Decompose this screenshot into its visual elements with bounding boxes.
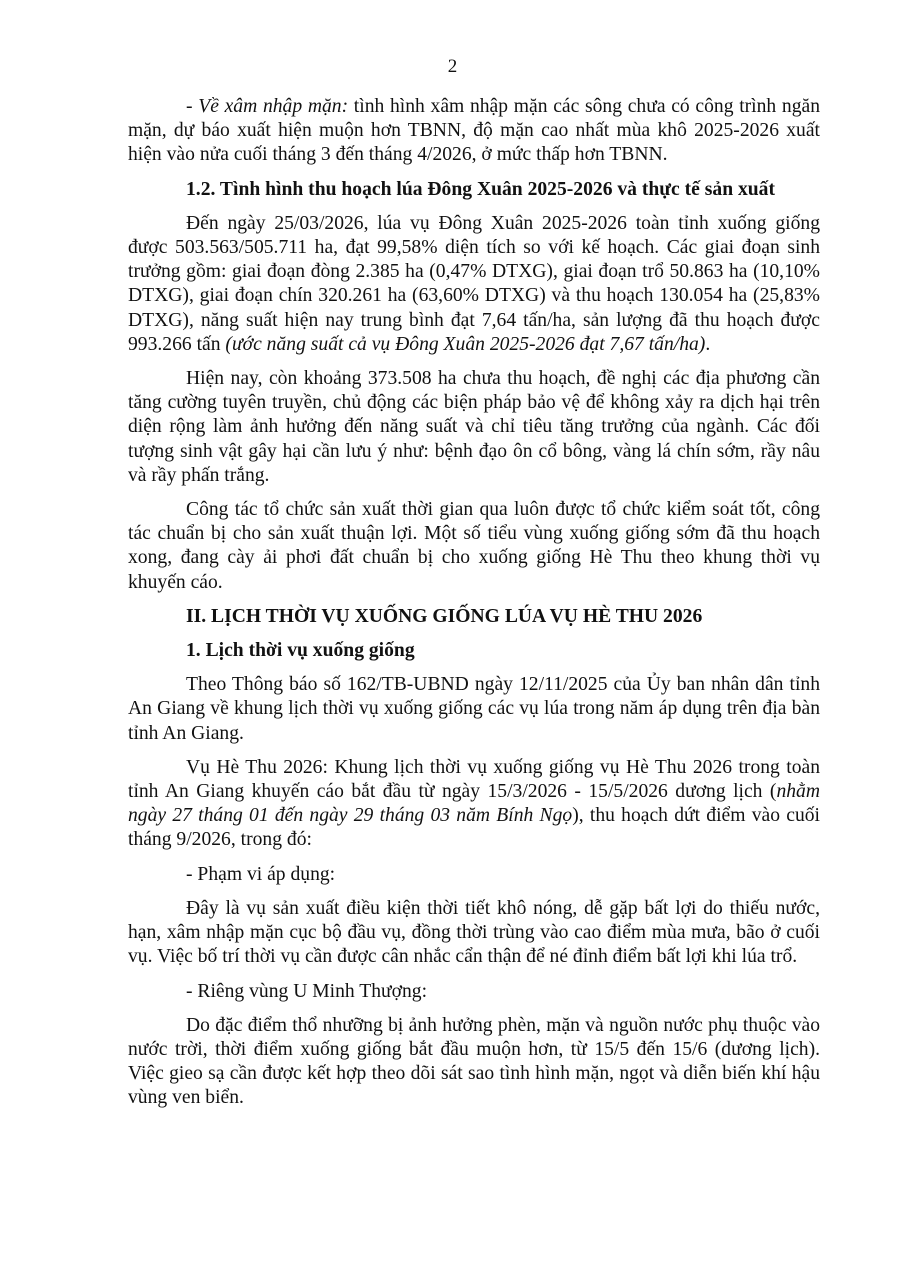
- summer-italic: nhằm ngày 27 tháng 01 đến ngày 29 tháng 03 năm Bính Ngọ: [128, 781, 820, 827]
- heading-1-2: 1.2. Tình hình thu hoạch lúa Đông Xuân 2025-2026 và thực tế sản xuất: [186, 178, 776, 200]
- paragraph-notice: Theo Thông báo số 162/TB-UBND ngày 12/11/2025 của Ủy ban nhân dân tỉnh An Giang về khung lịch thời vụ xuống giống các vụ lúa trong năm áp dụng trên địa bàn tỉnh An Giang.: [128, 674, 820, 744]
- paragraph-scope-label: - Phạm vi áp dụng:: [186, 863, 336, 885]
- paragraph-progress: [128, 212, 820, 357]
- salinity-label: - Về xâm nhập mặn:: [186, 96, 349, 117]
- paragraph-uminh: Do đặc điểm thổ nhưỡng bị ảnh hưởng phèn, mặn và nguồn nước phụ thuộc vào nước trời, thời điểm xuống giống bắt đầu muộn hơn, từ 15/5 đến 15/6 (dương lịch). Việc gieo sạ cần được kết hợp theo dõi sát sao tình hình mặn, ngọt và diễn biến khí hậu vùng ven biển.: [128, 1014, 820, 1109]
- summer-end: ), thu hoạch dứt điểm vào cuối tháng 9/2026, trong đó:: [128, 805, 820, 851]
- progress-italic: (ước năng suất cả vụ Đông Xuân 2025-2026 đạt 7,67 tấn/ha): [225, 333, 706, 355]
- summer-text: Vụ Hè Thu 2026: Khung lịch thời vụ xuống giống vụ Hè Thu 2026 trong toàn tỉnh An Giang khuyến cáo bắt đầu từ ngày 15/3/2026 - 15/5/2026 dương lịch (: [128, 756, 820, 803]
- document-body: [128, 95, 820, 1121]
- heading-section-1: 1. Lịch thời vụ xuống giống: [186, 640, 415, 662]
- paragraph-organization: Công tác tổ chức sản xuất thời gian qua luôn được tổ chức kiểm soát tốt, công tác chuẩn bị cho sản xuất thuận lợi. Một số tiểu vùng xuống giống sớm đã thu hoạch xong, đang cày ải phơi đất chuẩn bị cho xuống giống Hè Thu theo khung thời vụ khuyến cáo.: [128, 499, 820, 593]
- paragraph-remaining: Hiện nay, còn khoảng 373.508 ha chưa thu hoạch, đề nghị các địa phương cần tăng cường tuyên truyền, chủ động các biện pháp bảo vệ để không xảy ra dịch hại trên diện rộng làm ảnh hưởng đến năng suất và chỉ tiêu tăng trưởng của ngành. Các đối tượng sinh vật gây hại cần lưu ý như: bệnh đạo ôn cổ bông, vàng lá chín sớm, rầy nâu và rầy phấn trắng.: [128, 368, 820, 486]
- progress-end: .: [705, 333, 711, 355]
- paragraph-scope: Đây là vụ sản xuất điều kiện thời tiết khô nóng, dễ gặp bất lợi do thiếu nước, hạn, xâm nhập mặn cục bộ đầu vụ, đồng thời trùng vào cao điểm mùa mưa, bão ở cuối vụ. Việc bố trí thời vụ cần được cân nhắc cẩn thận để né đỉnh điểm bất lợi khi lúa trổ.: [128, 897, 820, 968]
- paragraph-salinity: [128, 95, 820, 168]
- paragraph-summer: [128, 756, 820, 853]
- paragraph-uminh-label: - Riêng vùng U Minh Thượng:: [186, 980, 428, 1002]
- heading-section-II: II. LỊCH THỜI VỤ XUỐNG GIỐNG LÚA VỤ HÈ THU 2026: [186, 605, 703, 627]
- page-number: 2: [447, 56, 458, 77]
- salinity-text: tình hình xâm nhập mặn các sông chưa có công trình ngăn mặn, dự báo xuất hiện muộn hơn TBNN, độ mặn cao nhất mùa khô 2025-2026 xuất hiện vào nửa cuối tháng 3 đến tháng 4/2026, ở mức thấp hơn TBNN.: [128, 96, 820, 166]
- progress-text: Đến ngày 25/03/2026, lúa vụ Đông Xuân 2025-2026 toàn tỉnh xuống giống được 503.563/505.711 ha, đạt 99,58% diện tích so với kế hoạch. Các giai đoạn sinh trưởng gồm: giai đoạn đòng 2.385 ha (0,47% DTXG), giai đoạn trổ 50.863 ha (10,10% DTXG), giai đoạn chín 320.261 ha (63,60% DTXG) và thu hoạch 130.054 ha (25,83% DTXG), năng suất hiện nay trung bình đạt 7,64 tấn/ha, sản lượng đã thu hoạch được 993.266 tấn: [128, 212, 820, 355]
